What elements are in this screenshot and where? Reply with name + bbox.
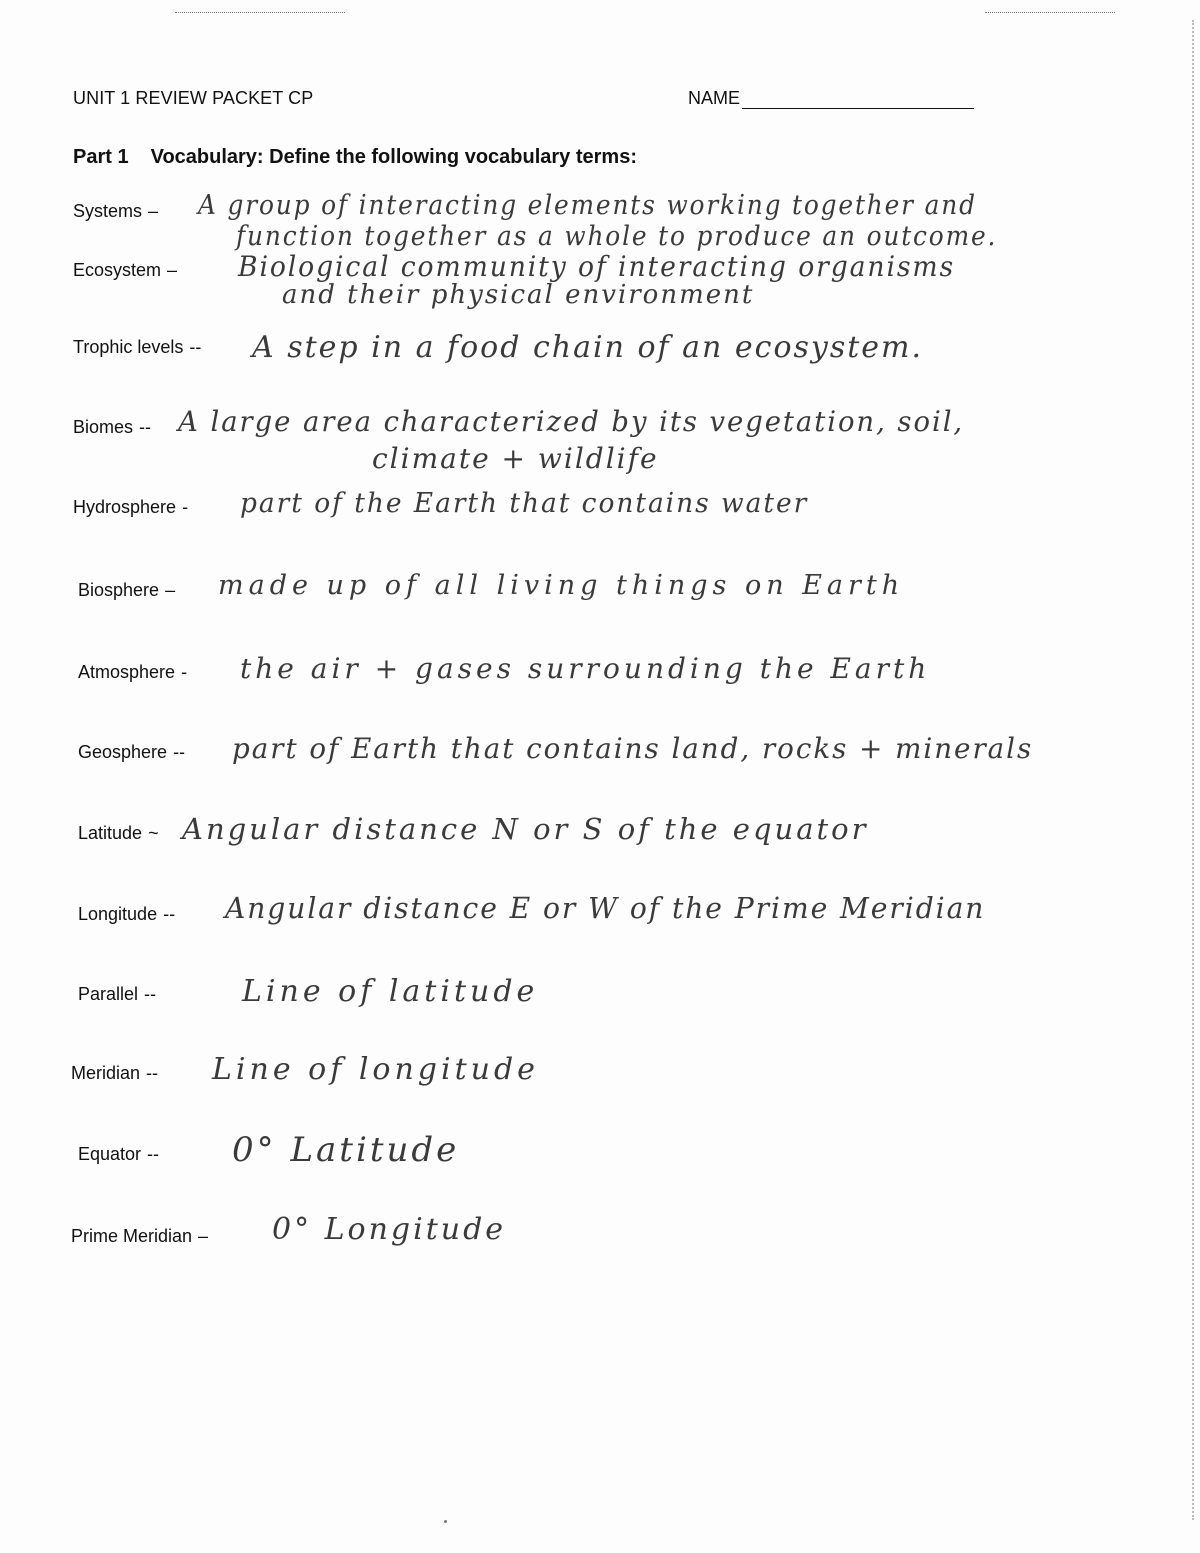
term-trophic-levels: Trophic levels --	[73, 337, 202, 357]
scan-artifact	[985, 12, 1115, 17]
term-label: Hydrosphere	[73, 497, 177, 517]
term-label: Biosphere	[78, 580, 160, 600]
answer-parallel: Line of latitude	[242, 974, 539, 1009]
term-atmosphere: Atmosphere -	[78, 662, 188, 682]
name-line[interactable]	[742, 90, 974, 109]
term-prime-meridian: Prime Meridian –	[71, 1226, 209, 1246]
scan-artifact	[444, 1520, 447, 1523]
answer-biosphere: made up of all living things on Earth	[218, 570, 905, 601]
scan-artifact	[175, 12, 345, 17]
term-label: Prime Meridian	[71, 1226, 193, 1246]
part-heading	[73, 146, 637, 169]
term-meridian: Meridian --	[71, 1063, 159, 1083]
term-geosphere: Geosphere --	[78, 742, 186, 762]
answer-geosphere: part of Earth that contains land, rocks + minerals	[232, 732, 1034, 765]
term-label: Ecosystem	[73, 260, 162, 280]
term-label: Longitude	[78, 904, 158, 924]
answer-biomes-line2: climate + wildlife	[372, 442, 659, 475]
term-hydrosphere: Hydrosphere -	[73, 497, 189, 517]
term-parallel: Parallel --	[78, 984, 157, 1004]
answer-atmosphere: the air + gases surrounding the Earth	[240, 652, 931, 685]
term-label: Trophic levels	[73, 337, 184, 357]
term-label: Latitude	[78, 823, 143, 843]
term-ecosystem: Ecosystem –	[73, 260, 178, 280]
term-equator: Equator --	[78, 1144, 160, 1164]
answer-longitude: Angular distance E or W of the Prime Meridian	[225, 891, 986, 925]
answer-biomes-line1: A large area characterized by its vegetation, soil,	[178, 405, 965, 438]
term-label: Geosphere	[78, 742, 168, 762]
part-title: Vocabulary: Define the following vocabulary terms:	[150, 146, 637, 168]
term-systems: Systems –	[73, 201, 159, 221]
answer-trophic-levels: A step in a food chain of an ecosystem.	[252, 330, 924, 365]
term-label: Biomes	[73, 417, 134, 437]
term-label: Equator	[78, 1144, 142, 1164]
term-label: Parallel	[78, 984, 139, 1004]
term-latitude: Latitude ~	[78, 823, 159, 843]
answer-meridian: Line of longitude	[212, 1052, 539, 1087]
answer-equator: 0° Latitude	[232, 1130, 460, 1170]
answer-systems-line2: function together as a whole to produce an outcome.	[236, 221, 998, 252]
packet-title: UNIT 1 REVIEW PACKET CP	[73, 88, 314, 108]
answer-ecosystem-line2: and their physical environment	[282, 280, 755, 310]
term-label: Atmosphere	[78, 662, 176, 682]
term-biomes: Biomes --	[73, 417, 152, 437]
part-number: Part 1	[73, 146, 129, 168]
answer-prime-meridian: 0° Longitude	[272, 1212, 507, 1247]
term-label: Systems	[73, 201, 143, 221]
answer-ecosystem-line1: Biological community of interacting organisms	[238, 250, 956, 283]
answer-systems-line1: A group of interacting elements working together and	[198, 190, 977, 221]
page-edge	[1192, 20, 1196, 1520]
name-field[interactable]	[688, 88, 974, 109]
term-label: Meridian	[71, 1063, 141, 1083]
name-label: NAME	[688, 88, 741, 108]
term-biosphere: Biosphere –	[78, 580, 176, 600]
answer-latitude: Angular distance N or S of the equator	[182, 812, 869, 846]
term-longitude: Longitude --	[78, 904, 176, 924]
answer-hydrosphere: part of the Earth that contains water	[240, 488, 809, 519]
